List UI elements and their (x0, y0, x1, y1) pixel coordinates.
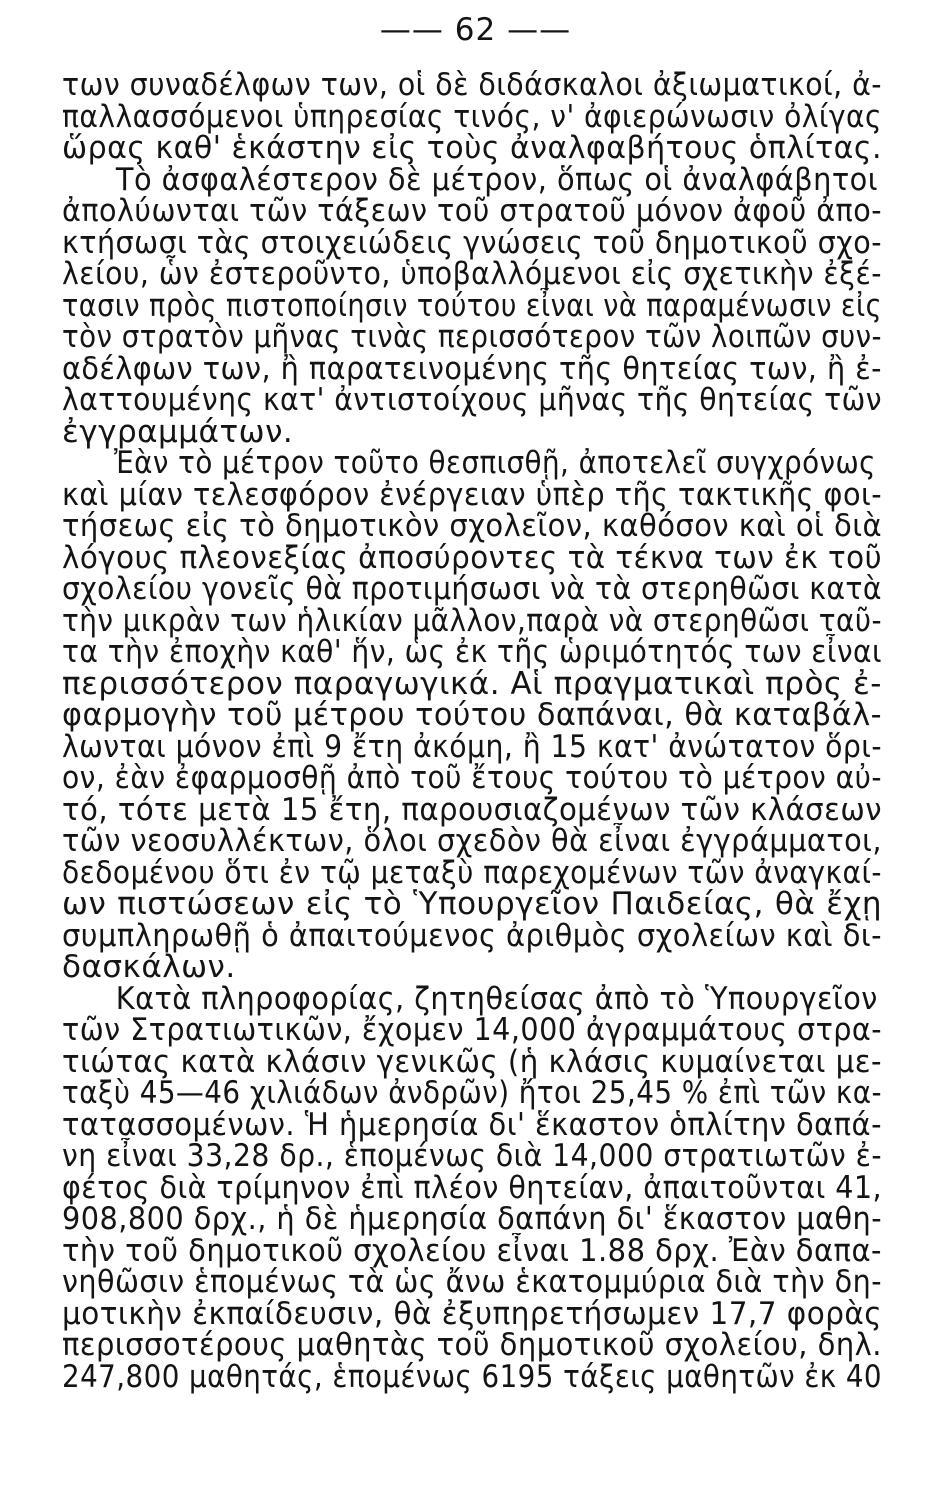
text-line: των συναδέλφων των, οἱ δὲ διδάσκαλοι ἀξιωματικοί, ἀ- (62, 67, 883, 103)
text-line: λόγους πλεονεξίας ἀποσύροντες τὰ τέκνα των ἐκ τοῦ (62, 539, 883, 576)
text-line: περισσοτέρους μαθητὰς τοῦ δημοτικοῦ σχολείου, δηλ. (62, 1327, 882, 1363)
text-line: συμπληρωθῇ ὁ ἀπαιτούμενος ἀριθμὸς σχολείων καὶ δι- (62, 917, 882, 954)
text-line: νη εἶναι 33,28 δρ., ἑπομένως διὰ 14,000 στρατιωτῶν ἐ- (62, 1138, 882, 1174)
text-line: νηθῶσιν ἑπομένως τὰ ὡς ἄνω ἑκατομμύρια διὰ τὴν δη- (62, 1264, 882, 1300)
text-line: παλλασσόμενοι ὑπηρεσίας τινός, ν' ἀφιερώνωσιν ὀλίγας (62, 98, 882, 135)
text-line: τασιν πρὸς πιστοποίησιν τούτου εἶναι νὰ παραμένωσιν εἰς (62, 287, 883, 324)
text-line: ον, ἐὰν ἐφαρμοσθῇ ἀπὸ τοῦ ἔτους τούτου τὸ μέτρον αὐ- (62, 760, 883, 796)
text-line: ὥρας καθ' ἑκάστην εἰς τοὺς ἀναλφαβήτους ὁπλίτας. (62, 130, 883, 166)
text-line: ἐγγραμμάτων. (62, 413, 294, 450)
text-line: τατασσομένων. Ἡ ἡμερησία δι' ἕκαστον ὁπλίτην δαπά- (62, 1106, 882, 1143)
text-line: τήσεως εἰς τὸ δημοτικὸν σχολεῖον, καθόσον καὶ οἱ διὰ (62, 508, 883, 544)
text-line: φαρμογὴν τοῦ μέτρου τούτου δαπάναι, θὰ καταβάλ- (62, 697, 883, 733)
text-line: μοτικὴν ἐκπαίδευσιν, θὰ ἐξυπηρετήσωμεν 17,7 φορὰς (62, 1295, 883, 1332)
page-number: —— 62 —— (379, 12, 572, 48)
text-line: τό, τότε μετὰ 15 ἔτη, παρουσιαζομένων τῶν κλάσεων (62, 791, 882, 828)
text-line: σχολείου γονεῖς θὰ προτιμήσωσι νὰ τὰ στερηθῶσι κατὰ (62, 571, 883, 607)
text-line: τιώτας κατὰ κλάσιν γενικῶς (ἡ κλάσις κυμαίνεται με- (62, 1043, 882, 1080)
text-line: 247,800 μαθητάς, ἑπομένως 6195 τάξεις μαθητῶν ἐκ 40 (62, 1358, 883, 1395)
text-line: φέτος διὰ τρίμηνον ἐπὶ πλέον θητείαν, ἀπαιτοῦνται 41, (62, 1169, 883, 1206)
paragraph-3 (62, 445, 883, 985)
text-line: Τὸ ἀσφαλέστερον δὲ μέτρον, ὅπως οἱ ἀναλφάβητοι (115, 161, 878, 198)
paragraph-2 (62, 161, 883, 450)
text-line: Κατὰ πληροφορίας, ζητηθείσας ἀπὸ τὸ Ὑπουργεῖον (115, 980, 878, 1017)
text-line: τὴν τοῦ δημοτικοῦ σχολείου εἶναι 1.88 δρχ. Ἐὰν δαπα- (62, 1232, 882, 1269)
text-line: Ἐὰν τὸ μέτρον τοῦτο θεσπισθῇ, ἀποτελεῖ συγχρόνως (113, 445, 876, 481)
text-line: περισσότερον παραγωγικά. Αἱ πραγματικαὶ πρὸς ἐ- (62, 665, 882, 702)
text-line: 908,800 δρχ., ἡ δὲ ἡμερησία δαπάνη δι' ἕκαστον μαθη- (62, 1201, 883, 1237)
text-line: λωνται μόνον ἐπὶ 9 ἔτη ἀκόμη, ἢ 15 κατ' ἀνώτατον ὅρι- (62, 728, 882, 765)
text-line: λαττουμένης κατ' ἀντιστοίχους μῆνας τῆς θητείας τῶν (62, 382, 882, 418)
paragraph-1 (62, 67, 883, 166)
text-line: ων πιστώσεων εἰς τὸ Ὑπουργεῖον Παιδείας, θὰ ἔχῃ (62, 886, 882, 922)
text-line: κτήσωσι τὰς στοιχειώδεις γνώσεις τοῦ δημοτικοῦ σχο- (62, 224, 882, 261)
body-text (62, 67, 883, 1395)
text-line: ταξὺ 45—46 χιλιάδων ἀνδρῶν) ἤτοι 25,45 % ἐπὶ τῶν κα- (62, 1075, 883, 1111)
text-line: τὸν στρατὸν μῆνας τινὰς περισσότερον τῶν λοιπῶν συν- (62, 319, 883, 355)
text-line: τα τὴν ἐποχὴν καθ' ἥν, ὡς ἐκ τῆς ὡριμότητός των εἶναι (62, 634, 883, 670)
text-line: λείου, ὧν ἐστεροῦντο, ὑποβαλλόμενοι εἰς σχετικὴν ἐξέ- (62, 256, 882, 292)
text-line: δασκάλων. (62, 949, 236, 985)
text-line: δεδομένου ὅτι ἐν τῷ μεταξὺ παρεχομένων τῶν ἀναγκαί- (62, 854, 883, 891)
text-line: ἀπολύωνται τῶν τάξεων τοῦ στρατοῦ μόνον ἀφοῦ ἀπο- (62, 193, 883, 229)
paragraph-4 (62, 980, 883, 1395)
text-line: τῶν Στρατιωτικῶν, ἔχομεν 14,000 ἀγραμμάτους στρα- (62, 1012, 883, 1048)
text-line: τὴν μικρὰν των ἡλικίαν μᾶλλον,παρὰ νὰ στερηθῶσι ταῦ- (62, 602, 882, 639)
text-line: καὶ μίαν τελεσφόρον ἐνέργειαν ὑπὲρ τῆς τακτικῆς φοι- (62, 476, 883, 513)
text-line: αδέλφων των, ἢ παρατεινομένης τῆς θητείας των, ἢ ἐ- (62, 350, 882, 387)
text-line: τῶν νεοσυλλέκτων, ὅλοι σχεδὸν θὰ εἶναι ἐγγράμματοι, (62, 823, 882, 859)
